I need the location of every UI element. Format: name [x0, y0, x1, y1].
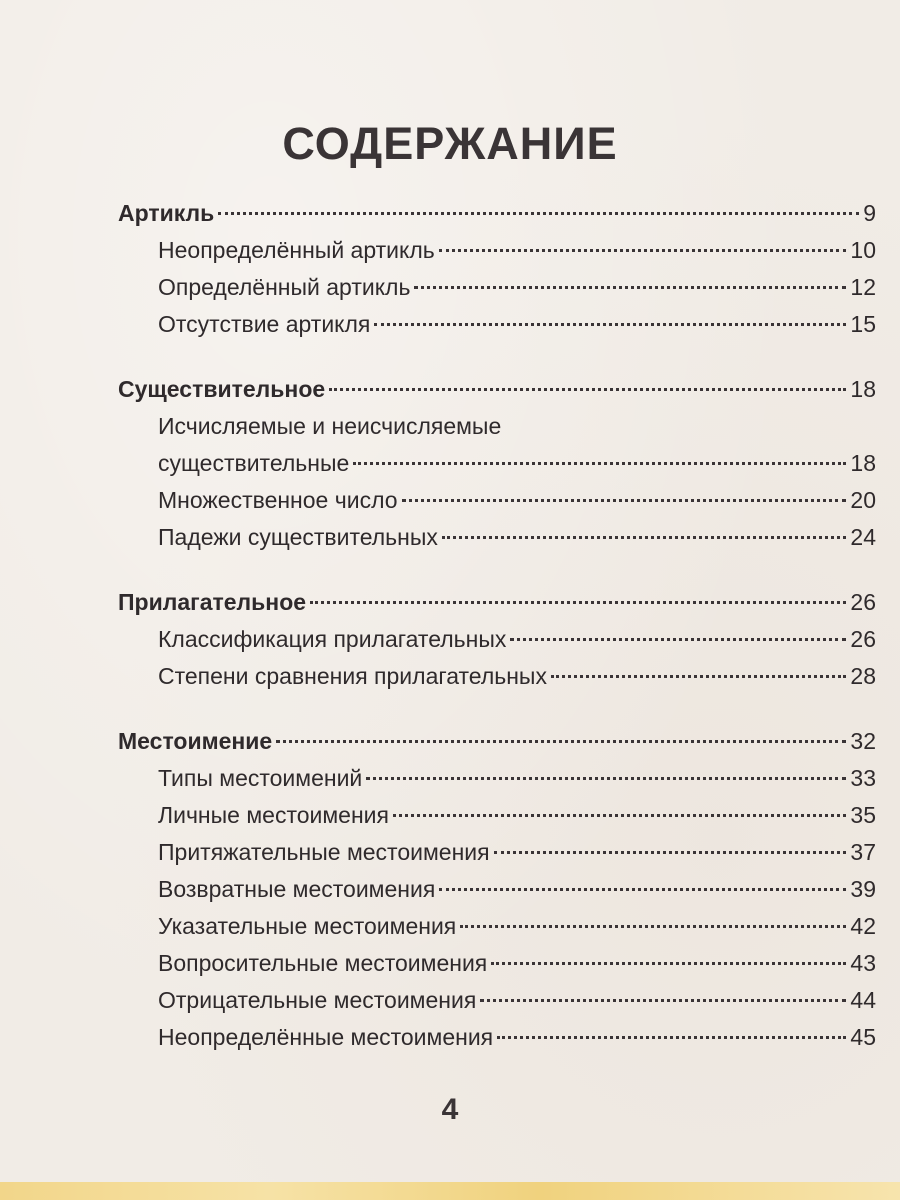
- toc-page-number: 32: [850, 728, 876, 754]
- toc-leader-dots: [510, 638, 846, 641]
- toc-entry-label: Личные местоимения: [158, 802, 389, 828]
- toc-section-noun: [118, 371, 876, 556]
- toc-chapter-label: Артикль: [118, 200, 215, 226]
- toc-chapter-label: Прилагательное: [118, 589, 307, 615]
- toc-page-number: 39: [850, 876, 876, 902]
- toc-entry-label: Множественное число: [158, 487, 398, 513]
- toc-entry-label: Отрицательные местоимения: [158, 987, 477, 1013]
- toc-page-number: 24: [850, 524, 876, 550]
- toc-leader-dots: [276, 740, 846, 743]
- toc-chapter: [118, 584, 876, 621]
- toc-entry-label: Определённый артикль: [158, 274, 411, 300]
- toc-entry-label: Притяжательные местоимения: [158, 839, 490, 865]
- toc-leader-dots: [460, 925, 846, 928]
- toc-leader-dots: [329, 388, 846, 391]
- toc-entry: [118, 797, 876, 834]
- toc-page-number: 28: [850, 663, 876, 689]
- toc-page-number: 20: [850, 487, 876, 513]
- toc-entry: [118, 519, 876, 556]
- toc-entry: [118, 908, 876, 945]
- toc-entry: [118, 445, 876, 482]
- toc-page-number: 9: [863, 200, 876, 226]
- toc-entry: [118, 232, 876, 269]
- toc-leader-dots: [480, 999, 846, 1002]
- toc-section-article: [118, 195, 876, 343]
- toc-section-pronoun: [118, 723, 876, 1056]
- toc-entry-label: существительные: [158, 450, 350, 476]
- toc-leader-dots: [497, 1036, 846, 1039]
- toc-entry-label: Типы местоимений: [158, 765, 363, 791]
- page-edge-strip: [0, 1182, 900, 1200]
- toc-leader-dots: [374, 323, 846, 326]
- toc-page-number: 10: [850, 237, 876, 263]
- toc-entry-label: Классификация прилагательных: [158, 626, 507, 652]
- toc-page-number: 43: [850, 950, 876, 976]
- toc-leader-dots: [366, 777, 846, 780]
- toc-entry: [118, 306, 876, 343]
- toc-chapter-label: Существительное: [118, 376, 326, 402]
- toc-page-number: 35: [850, 802, 876, 828]
- toc-leader-dots: [491, 962, 846, 965]
- toc-chapter: [118, 195, 876, 232]
- toc-entry-label: Неопределённые местоимения: [158, 1024, 494, 1050]
- toc-leader-dots: [439, 888, 846, 891]
- toc-page-number: 26: [850, 626, 876, 652]
- toc-page-number: 26: [850, 589, 876, 615]
- toc-entry: [118, 269, 876, 306]
- toc-leader-dots: [414, 286, 846, 289]
- toc-page-number: 18: [850, 450, 876, 476]
- toc-entry: [118, 621, 876, 658]
- toc-entry: [118, 1019, 876, 1056]
- toc-leader-dots: [310, 601, 846, 604]
- toc-entry-label: Вопросительные местоимения: [158, 950, 488, 976]
- toc-entry: [118, 982, 876, 1019]
- toc-entry: [118, 871, 876, 908]
- toc-leader-dots: [353, 462, 846, 465]
- toc-entry-label: Возвратные местоимения: [158, 876, 436, 902]
- toc-leader-dots: [442, 536, 847, 539]
- toc-leader-dots: [393, 814, 846, 817]
- toc-page-number: 18: [850, 376, 876, 402]
- toc-chapter: [118, 371, 876, 408]
- toc-entry: [118, 834, 876, 871]
- toc-entry: [118, 760, 876, 797]
- toc-page-number: 42: [850, 913, 876, 939]
- toc-chapter-label: Местоимение: [118, 728, 273, 754]
- toc-entry: [118, 482, 876, 519]
- table-of-contents: [118, 195, 876, 1084]
- toc-leader-dots: [439, 249, 847, 252]
- toc-leader-dots: [402, 499, 847, 502]
- toc-leader-dots: [494, 851, 847, 854]
- toc-leader-dots: [551, 675, 846, 678]
- page-number: 4: [441, 1093, 459, 1126]
- toc-page-number: 37: [850, 839, 876, 865]
- toc-page-number: 12: [850, 274, 876, 300]
- toc-entry-label: Падежи существительных: [158, 524, 438, 550]
- toc-leader-dots: [218, 212, 859, 215]
- toc-entry: [118, 658, 876, 695]
- toc-page-number: 15: [850, 311, 876, 337]
- toc-page-number: 33: [850, 765, 876, 791]
- toc-entry-label: Отсутствие артикля: [158, 311, 371, 337]
- toc-section-adjective: [118, 584, 876, 695]
- page-title: СОДЕРЖАНИЕ: [282, 118, 618, 169]
- toc-entry-label: Указательные местоимения: [158, 913, 457, 939]
- toc-chapter: [118, 723, 876, 760]
- toc-entry-label: Неопределённый артикль: [158, 237, 435, 263]
- toc-page-number: 44: [850, 987, 876, 1013]
- toc-entry: [118, 945, 876, 982]
- toc-entry-label-line1: Исчисляемые и неисчисляемые: [158, 413, 502, 439]
- toc-page-number: 45: [850, 1024, 876, 1050]
- toc-entry-label: Степени сравнения прилагательных: [158, 663, 547, 689]
